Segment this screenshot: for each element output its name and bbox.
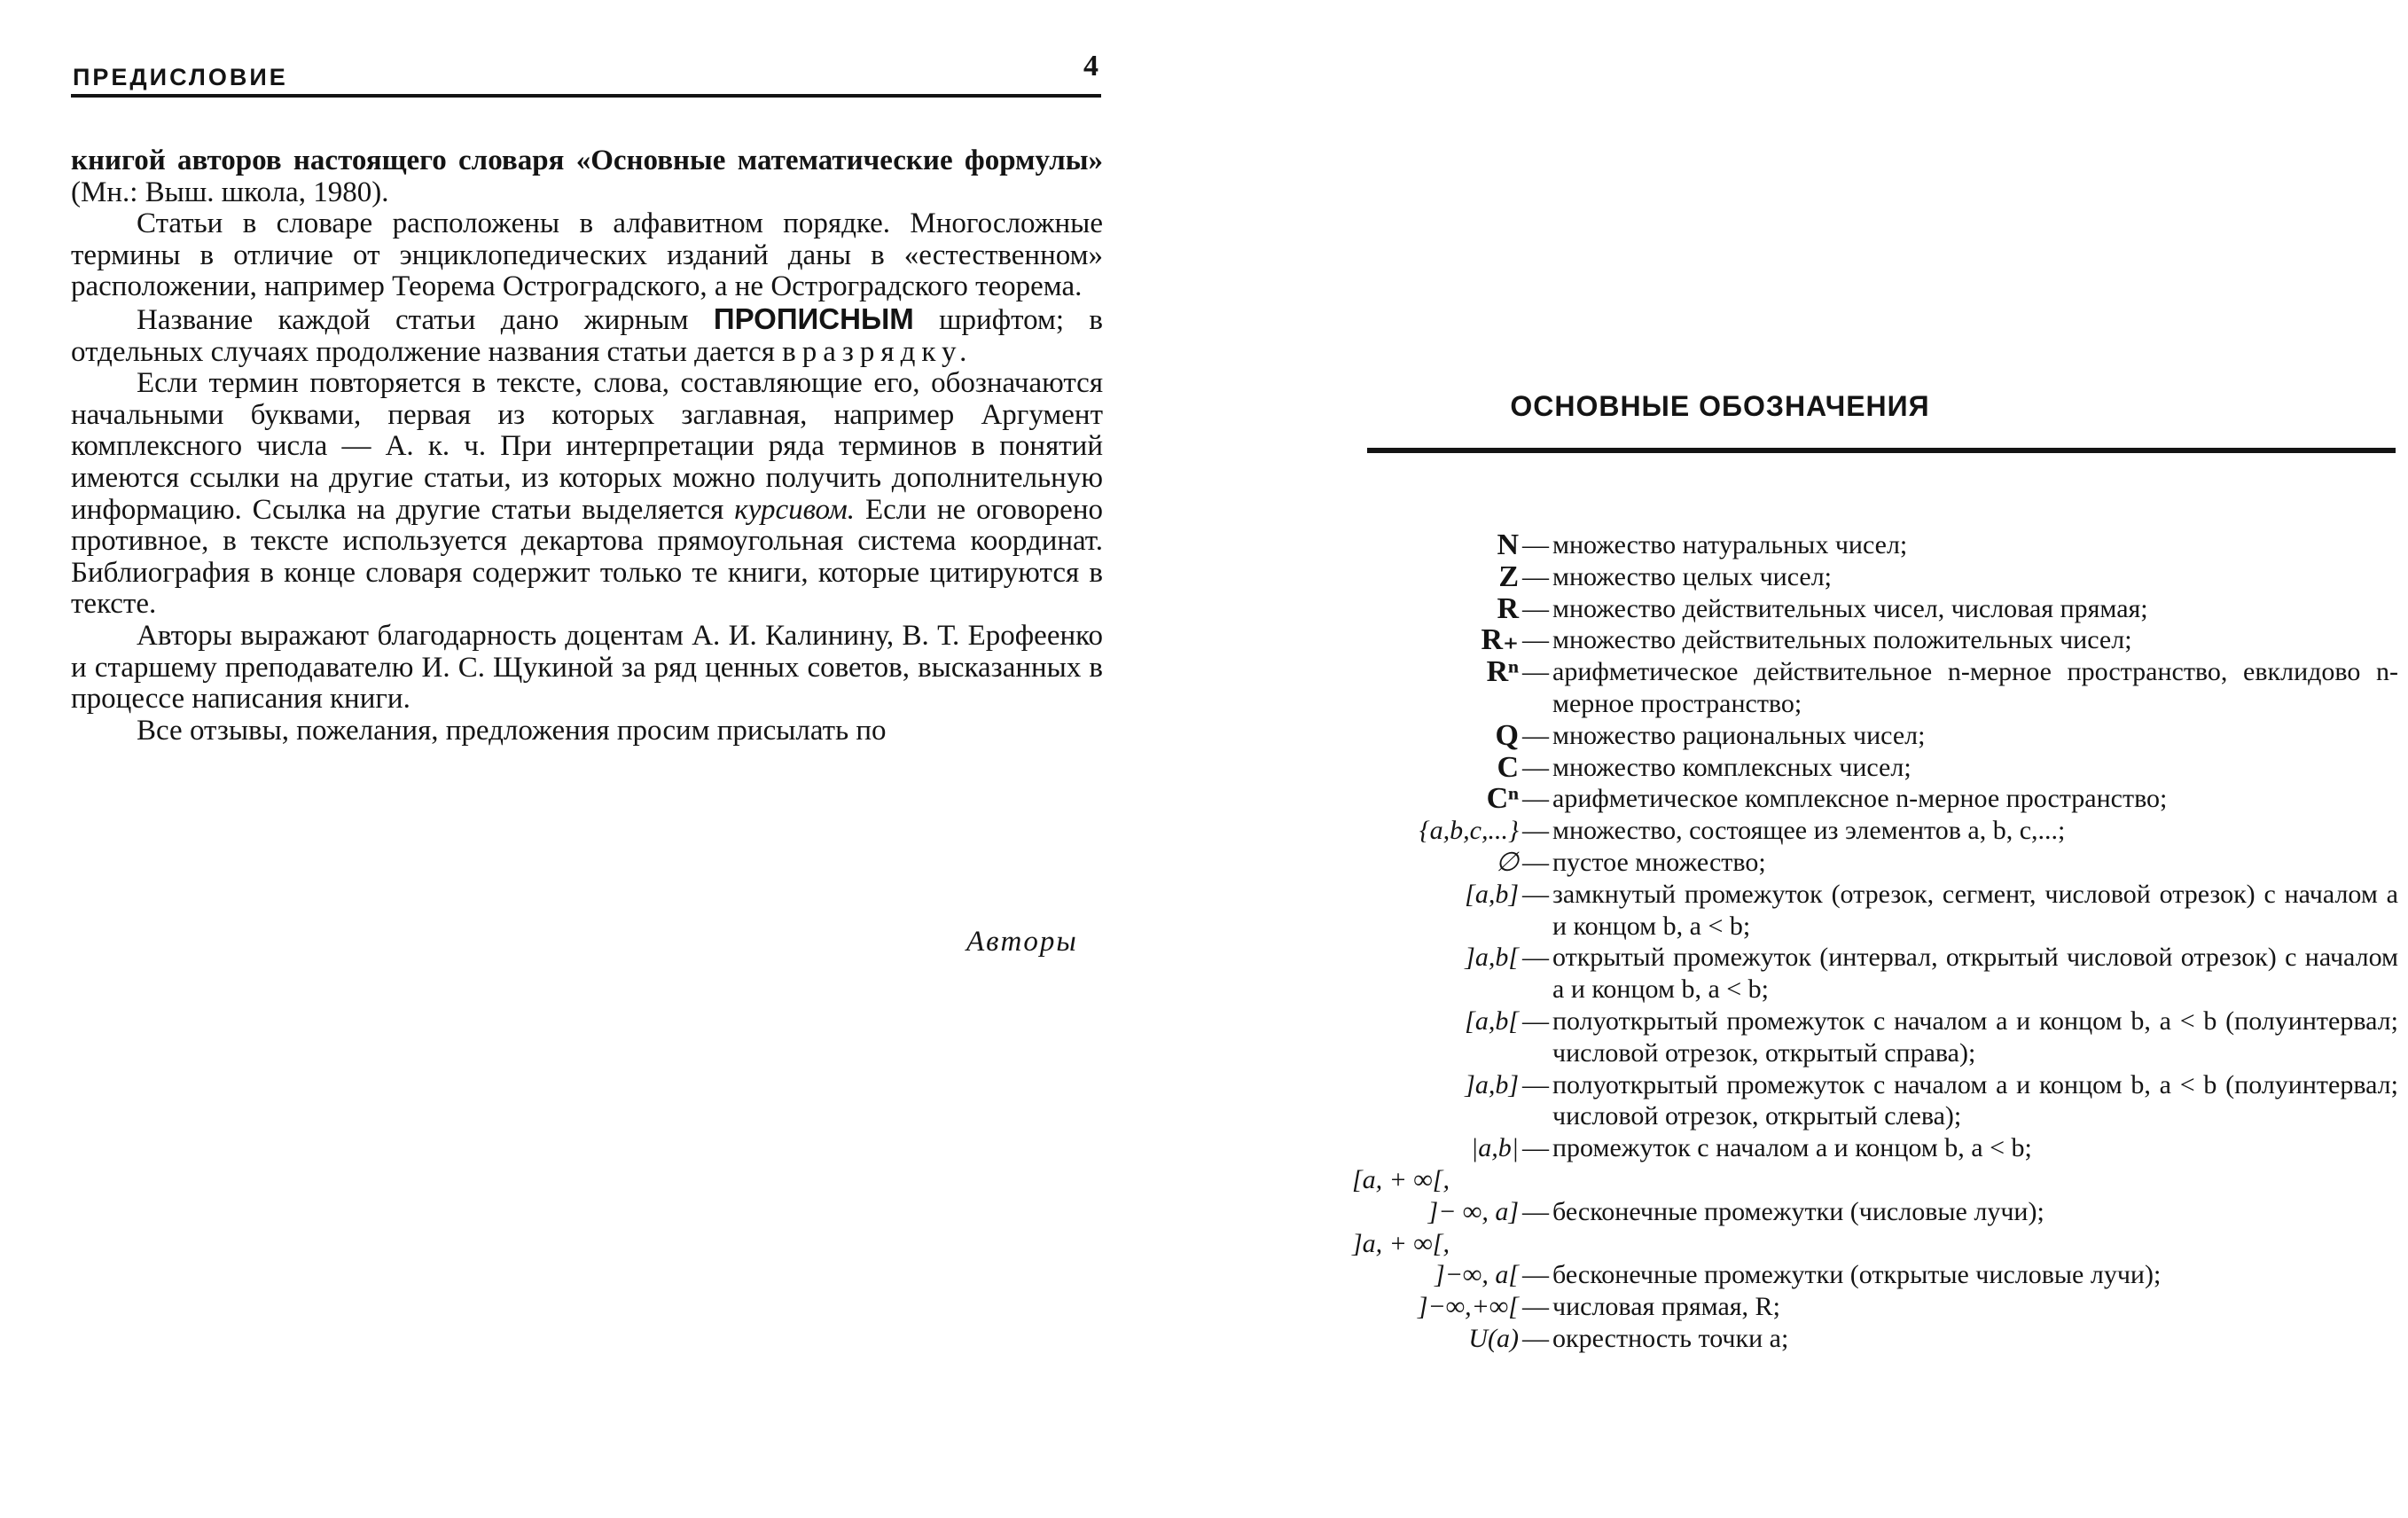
text-run: ПРОПИСНЫМ xyxy=(713,301,914,335)
section-rule xyxy=(1367,448,2396,453)
em-dash: — xyxy=(1522,530,1549,559)
notation-row xyxy=(1352,879,2398,943)
preface-paragraph xyxy=(71,368,1103,621)
notation-description: полуоткрытый промежуток с началом a и концом b, a < b (полуинтервал; числовой отрезок, открытый справа); xyxy=(1552,1005,2398,1068)
text-run: Если термин повторяется в тексте, слова, составляющие его, обозначаются начальными буквами, первая из которых заглавная, например Аргумент комплексного числа — А. к. ч. При интерпретации ряда терминов в понятий имеются ссылки на другие статьи, из которых можно получить дополнительную информацию. Ссылка на другие статьи выделяется xyxy=(71,367,1103,526)
notation-symbol: C xyxy=(1497,750,1519,784)
notation-description: множество рациональных чисел; xyxy=(1552,720,1926,750)
notation-row xyxy=(1352,815,2398,847)
preface-body xyxy=(71,145,1103,747)
running-header-title: ПРЕДИСЛОВИЕ xyxy=(73,64,288,90)
section-title: ОСНОВНЫЕ ОБОЗНАЧЕНИЯ xyxy=(1510,390,1930,422)
em-dash: — xyxy=(1522,879,1549,909)
notation-symbol: {a,b,c,...} xyxy=(1419,816,1519,846)
notation-list xyxy=(1352,529,2398,1355)
notation-description: бесконечные промежутки (числовые лучи); xyxy=(1552,1196,2044,1226)
preface-paragraph xyxy=(71,303,1103,368)
notation-description: бесконечные промежутки (открытые числовые лучи); xyxy=(1552,1260,2162,1290)
text-run: Все отзывы, пожелания, предложения просим присылать по xyxy=(137,714,887,747)
notation-row xyxy=(1352,624,2398,656)
em-dash: — xyxy=(1522,1069,1549,1099)
em-dash: — xyxy=(1522,943,1549,973)
notation-description: пустое множество; xyxy=(1552,847,1766,877)
right-page xyxy=(1153,0,2408,1518)
notation-description: множество действительных чисел, числовая прямая; xyxy=(1552,593,2148,623)
em-dash: — xyxy=(1522,593,1549,623)
notation-symbol: Rⁿ xyxy=(1486,655,1519,689)
notation-row xyxy=(1352,942,2398,1005)
notation-symbol: Z xyxy=(1498,559,1519,593)
preface-paragraph xyxy=(71,145,1103,208)
text-run: курсивом. xyxy=(734,493,856,526)
header-rule xyxy=(71,94,1101,98)
notation-description: множество натуральных чисел; xyxy=(1552,530,1908,559)
em-dash: — xyxy=(1522,1196,1549,1226)
em-dash: — xyxy=(1522,1323,1549,1353)
preface-paragraph xyxy=(71,208,1103,303)
notation-row xyxy=(1352,1132,2398,1164)
notation-description: множество действительных положительных чисел; xyxy=(1552,625,2132,655)
notation-symbol: Q xyxy=(1495,718,1519,752)
notation-row xyxy=(1352,783,2398,815)
notation-row xyxy=(1352,752,2398,784)
notation-description: множество целых чисел; xyxy=(1552,561,1833,591)
notation-row xyxy=(1352,1196,2398,1228)
em-dash: — xyxy=(1522,625,1549,655)
notation-row xyxy=(1352,656,2398,720)
notation-symbol: ]a,b] xyxy=(1465,1069,1519,1099)
notation-symbol: ∅ xyxy=(1495,847,1519,877)
notation-row xyxy=(1352,1005,2398,1069)
em-dash: — xyxy=(1522,1260,1549,1290)
notation-row xyxy=(1352,1164,2398,1196)
notation-row xyxy=(1352,561,2398,593)
text-run: Авторы выражают благодарность доцентам А. И. Калинину, В. Т. Ерофеенко и старшему преподавателю И. С. Щукиной за ряд ценных советов, высказанных в процессе написания книги. xyxy=(71,619,1103,716)
notation-row xyxy=(1352,1228,2398,1260)
notation-symbol: R₊ xyxy=(1481,623,1519,657)
em-dash: — xyxy=(1522,847,1549,877)
text-run: Если не оговорено противное, в тексте используется декартова прямоугольная система координат. Библиография в конце словаря содержит только те книги, которые цитируются в тексте. xyxy=(71,493,1103,621)
notation-symbol: [a,b] xyxy=(1465,879,1519,909)
em-dash: — xyxy=(1522,1133,1549,1163)
text-run: (Мн.: Выш. школа, 1980). xyxy=(71,176,389,208)
notation-row xyxy=(1352,1323,2398,1355)
signature-authors: Авторы xyxy=(966,926,1078,958)
notation-row xyxy=(1352,847,2398,879)
notation-description: арифметическое комплексное n-мерное пространство; xyxy=(1552,784,2168,814)
notation-description: промежуток с началом a и концом b, a < b; xyxy=(1552,1133,2032,1163)
notation-description: числовая прямая, R; xyxy=(1552,1292,1780,1322)
notation-symbol: |a,b| xyxy=(1471,1133,1519,1163)
em-dash: — xyxy=(1522,657,1549,687)
preface-paragraph xyxy=(71,716,1103,747)
em-dash: — xyxy=(1522,720,1549,750)
notation-symbol: ]a, + ∞[, xyxy=(1352,1228,1450,1258)
notation-description: полуоткрытый промежуток с началом a и концом b, a < b (полуинтервал; числовой отрезок, открытый слева); xyxy=(1552,1069,2398,1131)
notation-symbol: R xyxy=(1497,591,1519,625)
notation-description: открытый промежуток (интервал, открытый числовой отрезок) с началом a и концом b, a < b; xyxy=(1552,943,2398,1005)
notation-row xyxy=(1352,720,2398,752)
text-run: Статьи в словаре расположены в алфавитном порядке. Многосложные термины в отличие от энциклопедических изданий даны в «естественном» расположении, например Теорема Остроградского, а не Остроградского теорема. xyxy=(71,207,1103,303)
notation-description: окрестность точки a; xyxy=(1552,1323,1789,1353)
em-dash: — xyxy=(1522,1292,1549,1322)
notation-symbol: ]−∞,+∞[ xyxy=(1417,1292,1519,1322)
notation-symbol: [a,b[ xyxy=(1465,1005,1519,1036)
text-run: шрифтом; в отдельных случаях продолжение названия статьи дается xyxy=(71,303,1103,368)
em-dash: — xyxy=(1522,752,1549,782)
notation-symbol: ]a,b[ xyxy=(1465,943,1519,973)
notation-row xyxy=(1352,529,2398,561)
notation-row xyxy=(1352,593,2398,625)
notation-row xyxy=(1352,1259,2398,1291)
em-dash: — xyxy=(1522,1005,1549,1036)
text-run: Название каждой статьи дано жирным xyxy=(137,303,714,336)
page-number: 4 xyxy=(1083,50,1098,82)
notation-description: арифметическое действительное n-мерное пространство, евклидово n-мерное пространство; xyxy=(1552,657,2398,718)
notation-symbol: Cⁿ xyxy=(1486,782,1519,816)
notation-symbol: [a, + ∞[, xyxy=(1352,1164,1450,1194)
notation-symbol: ]− ∞, a] xyxy=(1427,1196,1519,1226)
notation-symbol: ]−∞, a[ xyxy=(1435,1260,1519,1290)
left-page xyxy=(0,0,1153,1518)
notation-row xyxy=(1352,1069,2398,1133)
notation-description: множество, состоящее из элементов a, b, c,...; xyxy=(1552,816,2066,846)
notation-row xyxy=(1352,1291,2398,1323)
notation-symbol: N xyxy=(1497,528,1519,561)
text-run: книгой авторов настоящего словаря «Основные математические формулы» xyxy=(71,145,1103,176)
text-run: вразрядку. xyxy=(782,335,973,368)
em-dash: — xyxy=(1522,561,1549,591)
em-dash: — xyxy=(1522,784,1549,814)
notation-description: множество комплексных чисел; xyxy=(1552,752,1912,782)
preface-paragraph xyxy=(71,621,1103,716)
notation-symbol: U(a) xyxy=(1468,1323,1519,1353)
em-dash: — xyxy=(1522,816,1549,846)
notation-description: замкнутый промежуток (отрезок, сегмент, числовой отрезок) с началом a и концом b, a < b; xyxy=(1552,879,2398,941)
